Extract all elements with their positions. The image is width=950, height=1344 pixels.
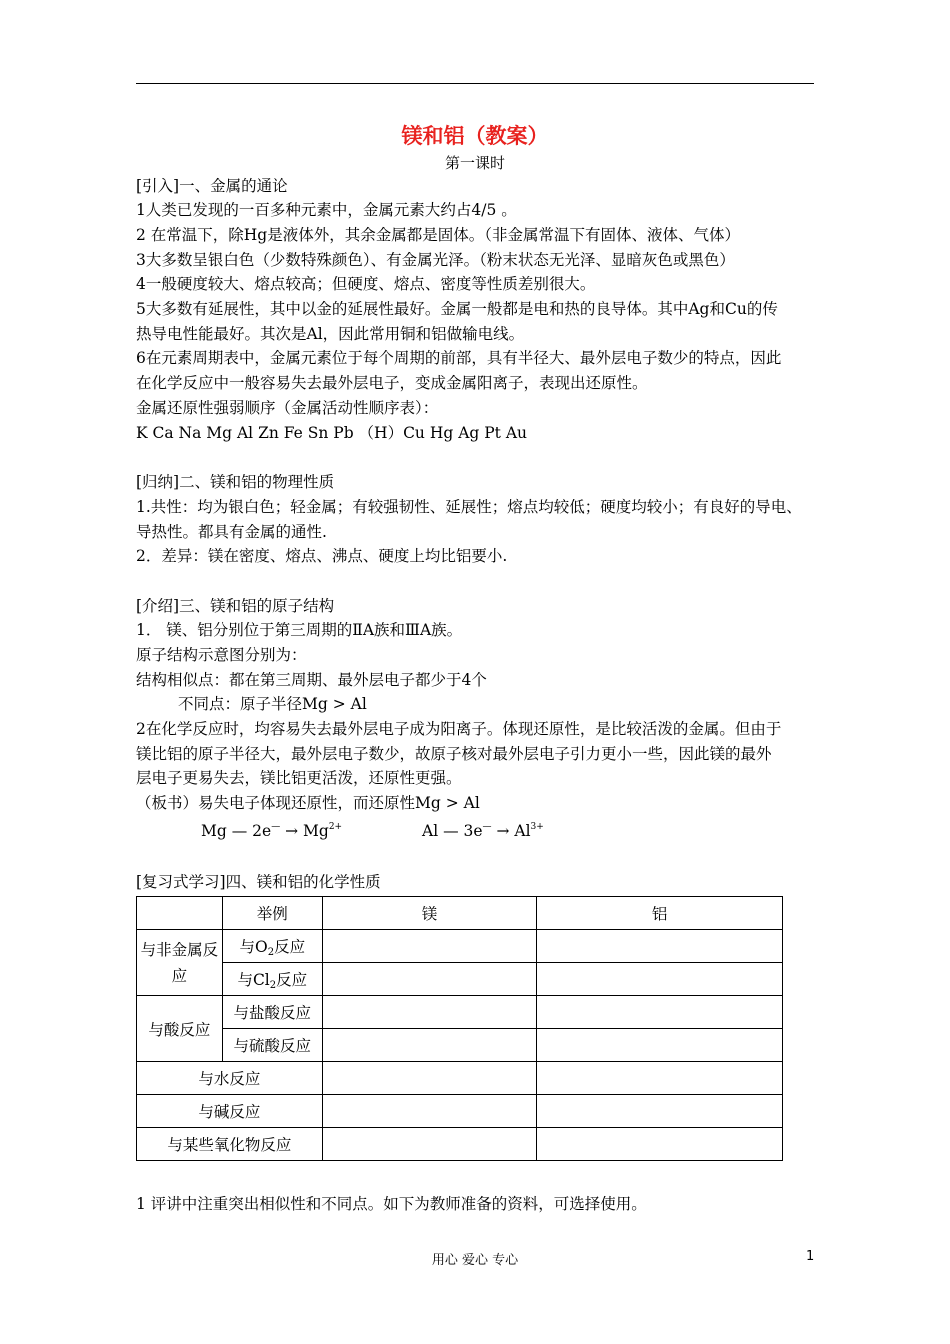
chemical-properties-table [136,896,783,1161]
table-cell [537,930,783,963]
al-electron-charge: — [482,822,492,832]
document-subtitle: 第一课时 [444,154,505,172]
al-ion-charge: 3+ [530,822,544,832]
row-label: 与$Cl_2$反应 [222,963,322,996]
paragraph-line: 2在化学反应时，均容易失去最外层电子成为阳离子。体现还原性，是比较活泼的金属。但由于 [136,720,782,738]
paragraph-line: 金属还原性强弱顺序（金属活动性顺序表）： [136,399,439,417]
row-label: 与水反应 [137,1062,323,1095]
paragraph-line: 原子结构示意图分别为： [136,646,307,664]
table-row [137,1029,783,1062]
paragraph-line: 在化学反应中一般容易失去最外层电子，变成金属阳离子，表现出还原性。 [136,374,648,392]
table-cell [322,1029,537,1062]
table-row [137,996,783,1029]
paragraph-line: 结构相似点：都在第三周期、最外层电子都少于4个 [136,671,487,689]
table-cell [322,996,537,1029]
table-cell [322,1062,537,1095]
paragraph-line: 6在元素周期表中，金属元素位于每个周期的前部，具有半径大、最外层电子数少的特点，因此 [136,349,782,367]
page-number: 1 [806,1249,815,1264]
table-row [137,930,783,963]
paragraph-line: 层电子更易失去，镁比铝更活泼，还原性更强。 [136,769,462,787]
table-cell [137,897,223,930]
mg-ion-charge: 2+ [328,822,343,832]
row-group-label: 与非金属反应 [137,930,223,996]
table-cell [537,996,783,1029]
paragraph-line: 2 在常温下，除Hg是液体外，其余金属都是固体。（非金属常温下有固体、液体、气体） [136,226,740,244]
mg-equation [201,822,342,840]
mg-equation-lhs: Mg — 2e [201,822,272,840]
paragraph-line: 导热性。都具有金属的通性. [136,523,327,541]
table-cell [322,930,537,963]
paragraph-line: 1人类已发现的一百多种元素中，金属元素大约占4/5 。 [136,201,517,219]
table-cell [322,1095,537,1128]
row-label: 与盐酸反应 [222,996,322,1029]
section-heading-1: [引入]一、金属的通论 [136,177,288,195]
paragraph-line: 不同点：原子半径Mg > Al [178,695,367,713]
table-header-row [137,897,783,930]
row-label: 与硫酸反应 [222,1029,322,1062]
paragraph-line: 热导电性能最好。其次是Al，因此常用铜和铝做输电线。 [136,325,525,343]
section-heading-4: [复习式学习]四、镁和铝的化学性质 [136,873,381,891]
section-heading-2: [归纳]二、镁和铝的物理性质 [136,473,335,491]
table-header: 铝 [537,897,783,930]
table-header: 举例 [222,897,322,930]
paragraph-line: 3大多数呈银白色（少数特殊颜色）、有金属光泽。（粉末状态无光泽、显暗灰色或黑色） [136,251,735,269]
paragraph-line: 1． 镁、铝分别位于第三周期的ⅡA族和ⅢA族。 [136,621,463,639]
table-row [137,1062,783,1095]
table-cell [537,1095,783,1128]
table-row [137,1095,783,1128]
activity-series: K Ca Na Mg Al Zn Fe Sn Pb （H）Cu Hg Ag Pt Au [136,424,528,442]
table-cell [537,1062,783,1095]
mg-equation-rhs: → Mg [280,822,329,840]
board-note: （板书）易失电子体现还原性，而还原性Mg > Al [136,794,480,812]
table-header: 镁 [322,897,537,930]
row-label: 与$O_2$反应 [222,930,322,963]
paragraph-line: 1.共性：均为银白色；轻金属；有较强韧性、延展性；熔点均较低；硬度均较小；有良好的导电、 [136,498,802,516]
paragraph-line: 5大多数有延展性，其中以金的延展性最好。金属一般都是电和热的良导体。其中Ag和Cu的传 [136,300,778,318]
table-cell [537,1029,783,1062]
document-title: 镁和铝（教案） [401,124,549,148]
row-group-label: 与酸反应 [137,996,223,1062]
table-row [137,963,783,996]
table-cell [537,963,783,996]
paragraph-line: 镁比铝的原子半径大，最外层电子数少，故原子核对最外层电子引力更小一些，因此镁的最外 [136,745,772,763]
al-equation-rhs: → Al [491,822,531,840]
paragraph-line: 1 评讲中注重突出相似性和不同点。如下为教师准备的资料，可选择使用。 [136,1195,647,1213]
al-equation [422,822,544,840]
mg-electron-charge: — [271,822,281,832]
al-equation-lhs: Al — 3e [422,822,483,840]
paragraph-line: 2．差异：镁在密度、熔点、沸点、硬度上均比铝要小. [136,547,508,565]
row-label: 与某些氧化物反应 [137,1128,323,1161]
table-cell [322,963,537,996]
table-cell [537,1128,783,1161]
header-rule [136,83,814,84]
table-cell [322,1128,537,1161]
paragraph-line: 4一般硬度较大、熔点较高；但硬度、熔点、密度等性质差别很大。 [136,275,596,293]
row-label: 与碱反应 [137,1095,323,1128]
page-footer: 用心 爱心 专心 [431,1253,519,1268]
table-row [137,1128,783,1161]
section-heading-3: [介绍]三、镁和铝的原子结构 [136,597,335,615]
